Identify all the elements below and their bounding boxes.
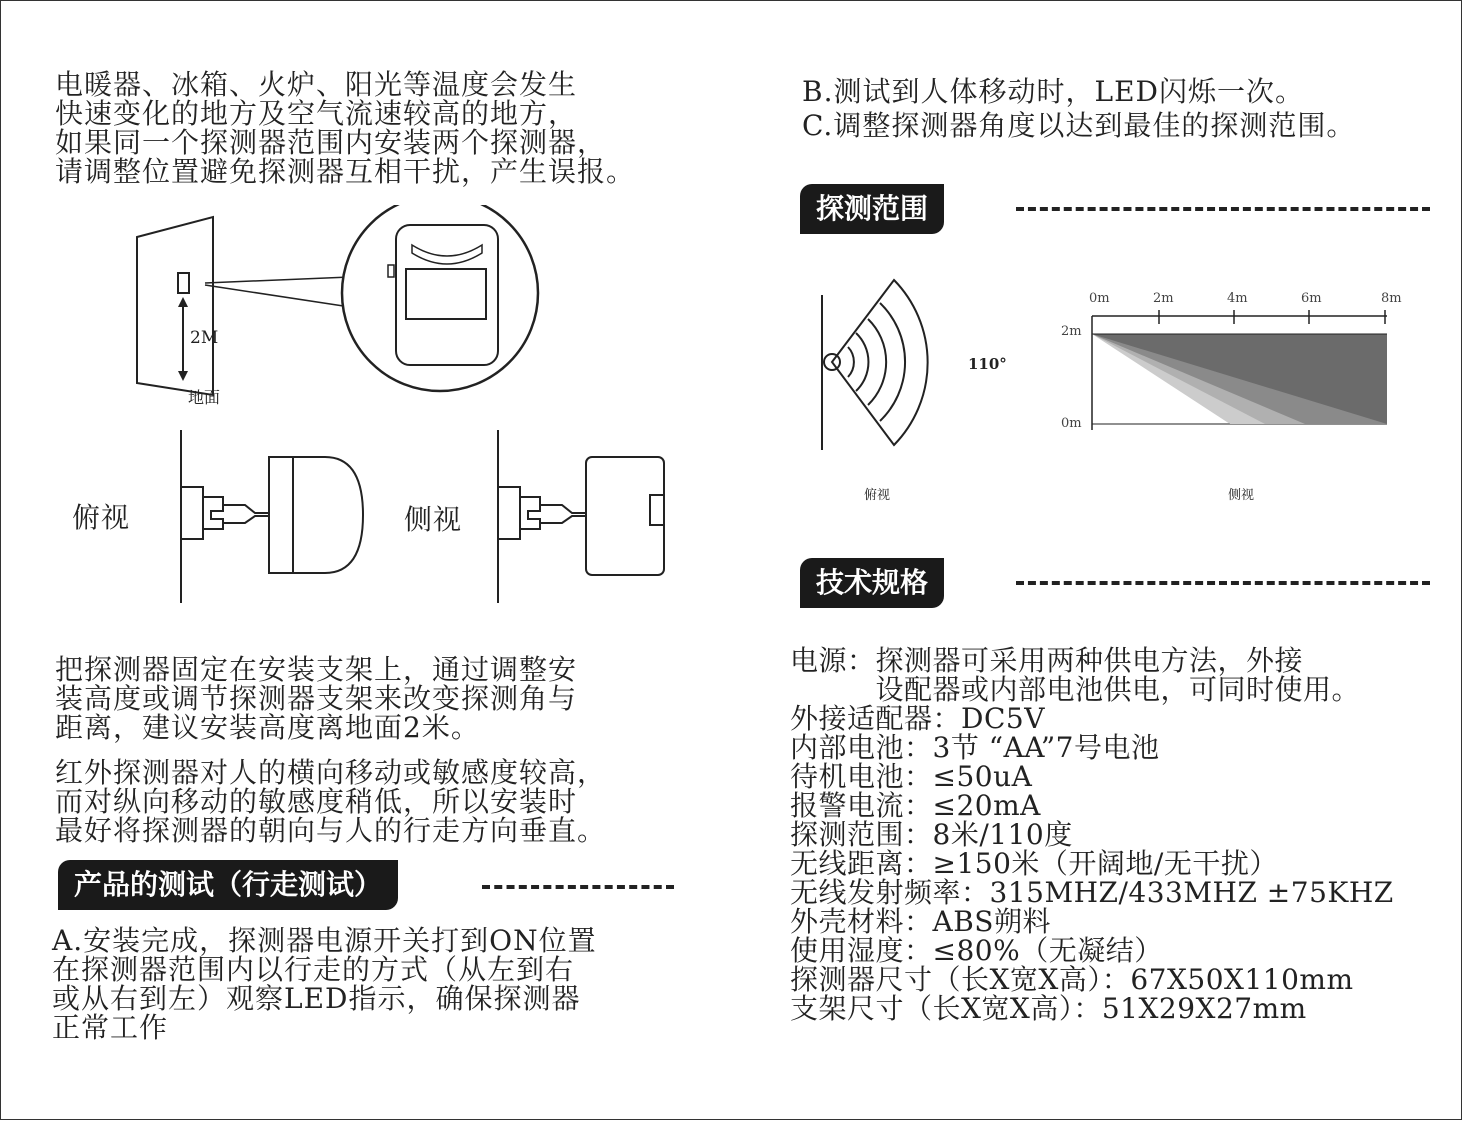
test-section-divider [482,885,674,889]
left-column [55,70,715,186]
spec-line-6: 报警电流：≤20mA [790,789,1041,822]
spec-line-12: 探测器尺寸（长X宽X高）：67X50X110mm [790,963,1354,996]
intro-line-2: 快速变化的地方及空气流速较高的地方， [55,97,578,130]
top-view-label: 俯视 [72,501,131,534]
spec-line-5: 待机电池：≤50uA [790,760,1033,793]
y-tick-2m: 2m [1061,324,1082,339]
range-side-view-chart [1055,288,1415,438]
test-a-paragraph [52,926,597,1042]
spec-line-2: 设配器或内部电池供电，可同时使用。 [790,673,1361,706]
range-side-caption: 侧视 [1228,488,1255,503]
spec-section-divider [1016,581,1430,585]
x-tick-6m: 6m [1301,291,1322,306]
floor-label: 地面 [188,388,221,407]
x-tick-4m: 4m [1227,291,1248,306]
sensitivity-paragraph [55,758,606,845]
range-top-view-diagram [810,275,1030,455]
y-tick-0m: 0m [1061,416,1082,431]
height-label: 2M [190,328,219,348]
x-tick-0m: 0m [1089,291,1110,306]
range-angle-label: 110° [968,355,1007,373]
right-column [790,75,1440,143]
spec-line-4: 内部电池：3节 “AA”7号电池 [790,731,1160,764]
spec-line-3: 外接适配器：DC5V [790,702,1045,735]
spec-section-badge: 技术规格 [800,558,944,608]
spec-line-8: 无线距离：≥150米（开阔地/无干扰） [790,847,1278,880]
spec-line-7: 探测范围：8米/110度 [790,818,1073,851]
install-line-1: 把探测器固定在安装支架上，通过调整安 [55,653,578,686]
test-a-line-2: 在探测器范围内以行走的方式（从左到右 [52,953,575,986]
spec-line-10: 外壳材料：ABS朔料 [790,905,1051,938]
range-section-badge: 探测范围 [800,184,944,234]
x-tick-8m: 8m [1381,291,1402,306]
spec-line-9: 无线发射频率：315MHZ/433MHZ ±75KHZ [790,876,1394,909]
test-b-line: B.测试到人体移动时，LED闪烁一次。 [802,75,1304,108]
intro-line-1: 电暖器、冰箱、火炉、阳光等温度会发生 [55,68,578,101]
install-line-2: 装高度或调节探测器支架来改变探测角与 [55,682,578,715]
bracket-top-view-diagram [175,425,375,610]
sensitivity-line-3: 最好将探测器的朝向与人的行走方向垂直。 [55,814,607,847]
install-paragraph [55,655,577,742]
install-line-3: 距离，建议安装高度离地面2米。 [55,711,480,744]
bracket-side-view-diagram [492,425,677,610]
test-section-badge: 产品的测试（行走测试） [58,860,398,910]
side-view-label: 侧视 [404,503,463,536]
test-a-line-4: 正常工作 [52,1011,169,1044]
intro-line-3: 如果同一个探测器范围内安装两个探测器， [55,126,607,159]
install-height-diagram [120,205,560,415]
spec-line-11: 使用湿度：≤80%（无凝结） [790,934,1163,967]
x-tick-2m: 2m [1153,291,1174,306]
test-a-line-3: 或从右到左）观察LED指示，确保探测器 [52,982,581,1015]
intro-line-4: 请调整位置避免探测器互相干扰，产生误报。 [55,155,636,188]
test-c-line: C.调整探测器角度以达到最佳的探测范围。 [802,109,1356,142]
spec-line-13: 支架尺寸（长X宽X高）：51X29X27mm [790,992,1307,1025]
range-top-caption: 俯视 [864,488,891,503]
sensitivity-line-2: 而对纵向移动的敏感度稍低，所以安装时 [55,785,578,818]
spec-line-1: 电源：探测器可采用两种供电方法，外接 [790,644,1304,677]
sensitivity-line-1: 红外探测器对人的横向移动或敏感度较高， [55,756,607,789]
spec-list [790,646,1394,1023]
test-a-line-1: A.安装完成，探测器电源开关打到ON位置 [52,924,597,957]
range-section-divider [1016,207,1430,211]
